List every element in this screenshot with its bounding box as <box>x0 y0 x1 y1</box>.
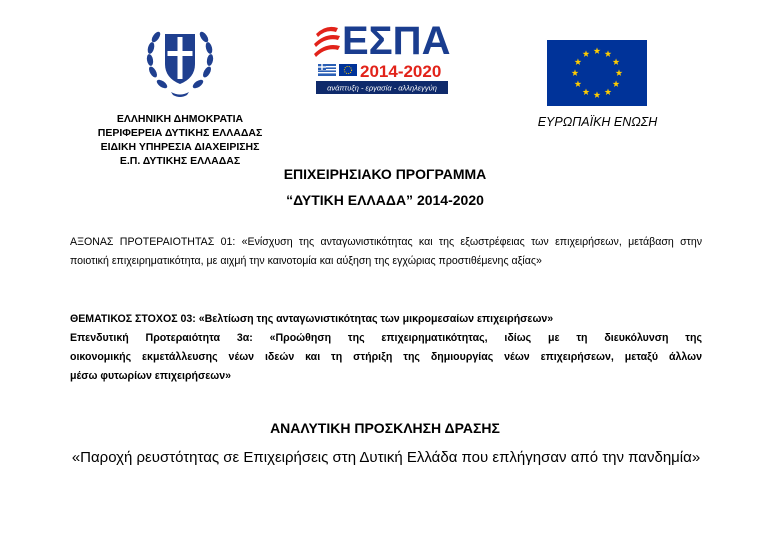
priority-axis-paragraph <box>70 233 702 271</box>
eu-flag-icon <box>547 40 647 106</box>
thematic-objective-line: ΘΕΜΑΤΙΚΟΣ ΣΤΟΧΟΣ 03: «Βελτίωση της ανταγωνιστικότητας των μικρομεσαίων επιχειρήσεων» <box>70 313 554 325</box>
issuer-line: ΕΛΛΗΝΙΚΗ ΔΗΜΟΚΡΑΤΙΑ <box>116 113 244 125</box>
call-subtitle: «Παροχή ρευστότητας σε Επιχειρήσεις στη Δυτική Ελλάδα που επλήγησαν από την πανδημία» <box>71 449 701 466</box>
issuer-block <box>60 20 300 168</box>
issuer-line: ΕΙΔΙΚΗ ΥΠΗΡΕΣΙΑ ΔΙΑΧΕΙΡΙΣΗΣ <box>100 141 260 153</box>
priority-axis-label: ΑΞΟΝΑΣ ΠΡΟΤΕΡΑΙΟΤΗΤΑΣ 01: <box>70 236 236 248</box>
espa-years: 2014-2020 <box>360 62 442 81</box>
espa-tagline: ανάπτυξη - εργασία - αλληλεγγύη <box>327 83 437 93</box>
investment-priority-line: οικονομικής εκμετάλλευσης νέων ιδεών και τη στήριξη της δημιουργίας νέων επιχειρήσεων, μεταξύ άλλων <box>70 351 702 363</box>
espa-wordmark: ΕΣΠΑ <box>342 19 450 63</box>
programme-subtitle: “ΔΥΤΙΚΗ ΕΛΛΑΔΑ” 2014-2020 <box>286 192 484 208</box>
eu-label: ΕΥΡΩΠΑΪΚΗ ΕΝΩΣΗ <box>537 115 658 129</box>
issuer-line: ΠΕΡΙΦΕΡΕΙΑ ΔΥΤΙΚΗΣ ΕΛΛΑΔΑΣ <box>97 127 263 139</box>
programme-title: ΕΠΙΧΕΙΡΗΣΙΑΚΟ ΠΡΟΓΡΑΜΜΑ <box>283 166 487 182</box>
espa-logo <box>312 14 450 98</box>
issuer-line: Ε.Π. ΔΥΤΙΚΗΣ ΕΛΛΑΔΑΣ <box>119 155 241 167</box>
call-title: ΑΝΑΛΥΤΙΚΗ ΠΡΟΣΚΛΗΣΗ ΔΡΑΣΗΣ <box>270 420 500 436</box>
eu-mini-flag-icon <box>339 64 357 76</box>
greek-emblem-icon <box>145 20 215 98</box>
greek-flag-icon <box>318 64 336 76</box>
priority-axis-text: «Ενίσχυση της ανταγωνιστικότητας και της εξωστρέφειας των επιχειρήσεων, μετάβαση στην ποιοτική επιχειρηματικότητα, με αιχμή την καινοτομία και αύξηση της εγχώριας προστιθέμενης αξίας» <box>70 236 703 267</box>
espa-swoosh-icon <box>314 27 340 57</box>
investment-priority-line: Επενδυτική Προτεραιότητα 3α: «Προώθηση της επιχειρηματικότητας, ιδίως με τη διευκόλυνση της <box>70 332 702 344</box>
investment-priority-line: μέσω φυτωρίων επιχειρήσεων» <box>70 370 231 382</box>
issuer-lines <box>60 112 300 168</box>
thematic-objective-block <box>70 310 702 386</box>
